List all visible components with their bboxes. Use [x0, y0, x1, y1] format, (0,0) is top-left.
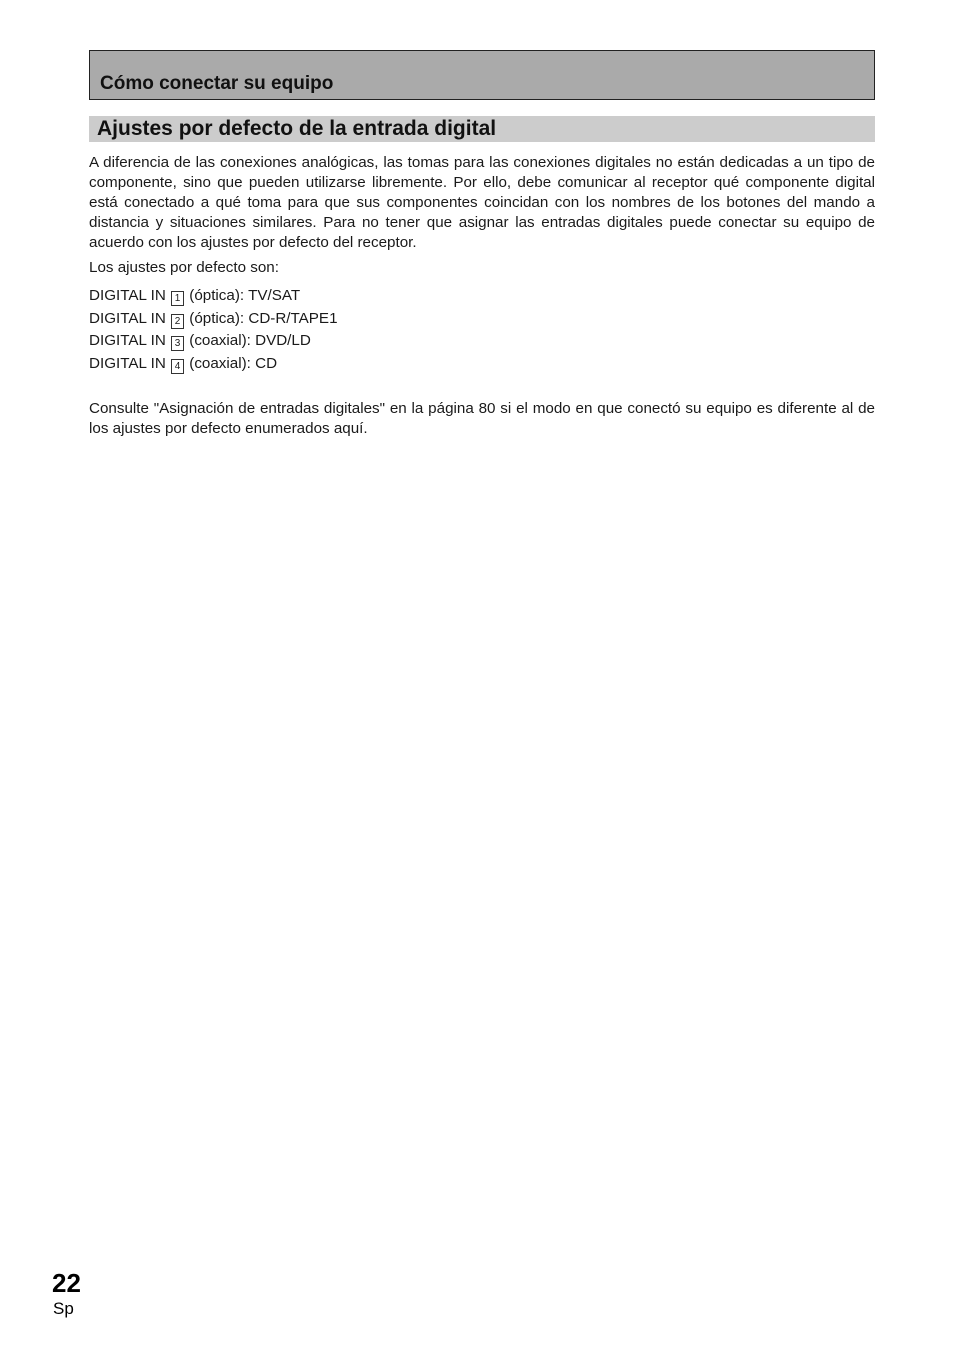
default-prefix: DIGITAL IN: [89, 355, 166, 373]
default-prefix: DIGITAL IN: [89, 287, 166, 304]
list-item: [89, 330, 875, 353]
default-assignment: (coaxial): DVD/LD: [189, 332, 311, 350]
list-item: [89, 308, 875, 331]
section-header-bar: [89, 116, 875, 142]
page-number: 22: [52, 1268, 81, 1298]
defaults-lead: Los ajustes por defecto son:: [89, 259, 279, 276]
input-number-box: 1: [171, 291, 184, 306]
list-item: [89, 353, 875, 376]
chapter-title: Cómo conectar su equipo: [100, 73, 334, 94]
input-number-box: 2: [171, 314, 184, 329]
defaults-list: [89, 285, 875, 376]
default-prefix: DIGITAL IN: [89, 332, 166, 350]
chapter-header-bar: [89, 50, 875, 100]
section-title: Ajustes por defecto de la entrada digital: [97, 117, 497, 140]
default-assignment: (coaxial): CD: [189, 355, 278, 373]
intro-paragraph: A diferencia de las conexiones analógicas, las tomas para las conexiones digitales no están dedicadas a un tipo de componente, sino que pueden utilizarse libremente. Por ello, debe comunicar al receptor qué componente digital está conectado a qué toma para que sus componentes coincidan con los nombres de los botones del mando a distancia y situaciones similares. Para no tener que asignar las entradas digitales puede conectar su equipo de acuerdo con los ajustes por defecto del receptor.: [89, 154, 875, 251]
list-item: [89, 285, 875, 308]
language-code: Sp: [53, 1299, 74, 1318]
input-number-box: 4: [171, 359, 184, 374]
input-number-box: 3: [171, 336, 184, 351]
outro-paragraph: Consulte "Asignación de entradas digitales" en la página 80 si el modo en que conectó su equipo es diferente al de los ajustes por defecto enumerados aquí.: [89, 400, 875, 437]
default-prefix: DIGITAL IN: [89, 309, 166, 327]
default-assignment: (óptica): TV/SAT: [189, 287, 301, 304]
default-assignment: (óptica): CD-R/TAPE1: [189, 309, 338, 327]
